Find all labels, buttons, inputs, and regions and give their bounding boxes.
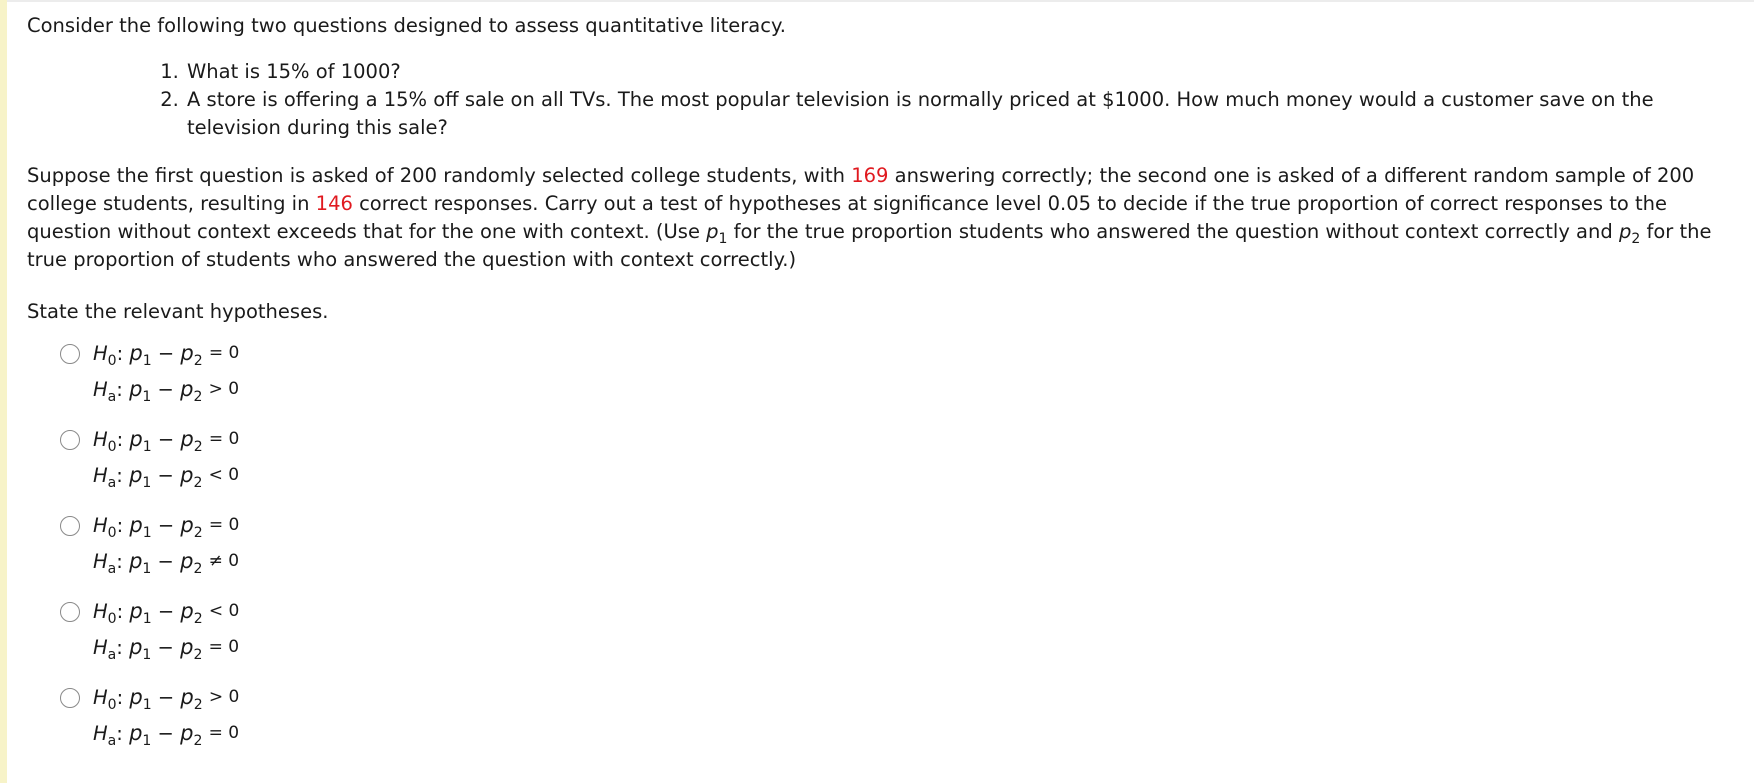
var-p: p <box>180 341 194 365</box>
correct-count-2: 146 <box>315 192 353 215</box>
null-hypothesis <box>93 596 239 632</box>
intro-text: Consider the following two questions designed to assess quantitative literacy. <box>27 14 786 37</box>
instruction-text: State the relevant hypotheses. <box>27 300 329 323</box>
scenario-part-5: for the true proportion of students who answered the question with context correctly.) <box>27 220 1712 271</box>
var-p: p <box>129 599 143 623</box>
colon: : <box>116 464 123 487</box>
minus-sign: − <box>157 464 174 487</box>
hypothesis-pair <box>93 682 239 754</box>
alt-relation: ≠ 0 <box>208 551 240 571</box>
var-sub-2: 2 <box>193 696 203 713</box>
hypothesis-option-5[interactable] <box>60 682 1737 768</box>
minus-sign: − <box>157 600 175 623</box>
minus-sign: − <box>157 378 174 401</box>
var-sub-1: 1 <box>142 388 152 405</box>
question-content <box>27 12 1737 768</box>
question-list <box>27 58 1737 142</box>
scenario-part-1: Suppose the first question is asked of 200 randomly selected college students, with <box>27 164 852 187</box>
minus-sign: − <box>157 722 174 745</box>
alternative-hypothesis <box>93 460 239 496</box>
colon: : <box>116 378 123 401</box>
var-sub-1: 1 <box>142 474 152 491</box>
hypothesis-option-2[interactable] <box>60 424 1737 510</box>
minus-sign: − <box>157 428 175 451</box>
var-sub-1: 1 <box>142 524 152 541</box>
h-symbol: H <box>93 464 108 487</box>
h-symbol: H <box>93 378 108 401</box>
h-subscript: a <box>107 474 117 491</box>
h-subscript: 0 <box>107 352 117 369</box>
hypothesis-option-1[interactable] <box>60 338 1737 424</box>
h-subscript: 0 <box>107 696 117 713</box>
top-divider <box>7 0 1754 2</box>
var-sub-2: 2 <box>193 438 203 455</box>
alt-relation: > 0 <box>208 379 240 399</box>
scenario-part-2: answering correctly; the second one is asked of a different random sample of 200 college students, resulting in <box>27 164 1695 215</box>
var-p: p <box>180 549 194 573</box>
var-p: p <box>129 427 143 451</box>
h-subscript: a <box>107 388 117 405</box>
var-p: p <box>129 635 143 659</box>
h-subscript: 0 <box>107 438 117 455</box>
var-p: p <box>180 427 194 451</box>
hypothesis-pair <box>93 596 239 668</box>
var-sub-2: 2 <box>193 732 203 749</box>
question-item-2: 2. A store is offering a 15% off sale on all TVs. The most popular television is normally priced at $1000. How much money would a customer save on the television during this sale? <box>185 86 1737 142</box>
minus-sign: − <box>157 342 175 365</box>
hypothesis-pair <box>93 424 239 496</box>
question-item-1: 1. What is 15% of 1000? <box>185 58 1737 86</box>
null-hypothesis <box>93 424 239 460</box>
h-subscript: a <box>107 560 117 577</box>
colon: : <box>116 722 123 745</box>
var-p: p <box>706 220 719 243</box>
var-sub-2: 2 <box>1631 230 1641 247</box>
var-p: p <box>180 463 194 487</box>
scenario-text <box>27 162 1737 274</box>
colon: : <box>116 550 123 573</box>
null-hypothesis <box>93 338 239 374</box>
var-sub-2: 2 <box>193 646 203 663</box>
var-p: p <box>180 721 194 745</box>
alternative-hypothesis <box>93 718 239 754</box>
h-symbol: H <box>93 550 108 573</box>
var-p: p <box>180 513 194 537</box>
var-sub-2: 2 <box>193 388 203 405</box>
var-p: p <box>129 549 143 573</box>
colon: : <box>116 636 123 659</box>
var-sub-1: 1 <box>142 732 152 749</box>
h-symbol: H <box>93 722 108 745</box>
minus-sign: − <box>157 686 175 709</box>
left-accent-bar <box>0 0 7 783</box>
var-sub-2: 2 <box>193 352 203 369</box>
var-p: p <box>180 377 194 401</box>
hypothesis-option-4[interactable] <box>60 596 1737 682</box>
h-symbol: H <box>93 514 108 537</box>
radio-button[interactable] <box>60 430 80 450</box>
h-subscript: 0 <box>107 524 117 541</box>
null-hypothesis <box>93 510 239 546</box>
h-symbol: H <box>93 342 108 365</box>
var-sub-1: 1 <box>142 610 152 627</box>
var-sub-1: 1 <box>142 696 152 713</box>
var-p: p <box>180 599 194 623</box>
var-p: p <box>129 463 143 487</box>
radio-button[interactable] <box>60 602 80 622</box>
minus-sign: − <box>157 636 174 659</box>
var-sub-1: 1 <box>142 352 152 369</box>
radio-button[interactable] <box>60 688 80 708</box>
colon: : <box>116 686 124 709</box>
var-p: p <box>180 635 194 659</box>
alt-relation: = 0 <box>208 637 240 657</box>
alternative-hypothesis <box>93 632 239 668</box>
radio-button[interactable] <box>60 516 80 536</box>
radio-button[interactable] <box>60 344 80 364</box>
var-sub-1: 1 <box>718 230 728 247</box>
var-sub-2: 2 <box>193 560 203 577</box>
var-sub-1: 1 <box>142 438 152 455</box>
var-sub-2: 2 <box>193 524 203 541</box>
null-hypothesis <box>93 682 239 718</box>
colon: : <box>116 342 124 365</box>
var-p: p <box>129 721 143 745</box>
scenario-part-4: for the true proportion students who answered the question without context correctly and <box>727 220 1619 243</box>
var-sub-2: 2 <box>193 610 203 627</box>
correct-count-1: 169 <box>851 164 889 187</box>
h-symbol: H <box>93 636 108 659</box>
hypothesis-option-3[interactable] <box>60 510 1737 596</box>
alternative-hypothesis <box>93 374 239 410</box>
colon: : <box>116 514 124 537</box>
h-subscript: 0 <box>107 610 117 627</box>
h-subscript: a <box>107 732 117 749</box>
null-relation: < 0 <box>208 601 240 621</box>
hypotheses-options <box>27 338 1737 768</box>
hypothesis-pair <box>93 510 239 582</box>
hypothesis-pair <box>93 338 239 410</box>
var-p: p <box>129 377 143 401</box>
h-subscript: a <box>107 646 117 663</box>
h-symbol: H <box>93 428 108 451</box>
null-relation: > 0 <box>208 687 240 707</box>
var-sub-1: 1 <box>142 560 152 577</box>
minus-sign: − <box>157 550 174 573</box>
var-p: p <box>1618 220 1632 243</box>
var-sub-1: 1 <box>142 646 152 663</box>
alt-relation: < 0 <box>208 465 240 485</box>
minus-sign: − <box>157 514 175 537</box>
null-relation: = 0 <box>208 515 240 535</box>
null-relation: = 0 <box>208 343 240 363</box>
null-relation: = 0 <box>208 429 240 449</box>
colon: : <box>116 428 124 451</box>
h-symbol: H <box>93 686 108 709</box>
var-sub-2: 2 <box>193 474 203 491</box>
var-p: p <box>129 685 143 709</box>
h-symbol: H <box>93 600 108 623</box>
alt-relation: = 0 <box>208 723 240 743</box>
scenario-part-3: correct responses. Carry out a test of hypotheses at significance level 0.05 to decide if the true proportion of correct responses to the question without context exceeds that for the one with context. (Use <box>27 192 1667 243</box>
alternative-hypothesis <box>93 546 239 582</box>
var-p: p <box>129 513 143 537</box>
var-p: p <box>180 685 194 709</box>
colon: : <box>116 600 124 623</box>
var-p: p <box>129 341 143 365</box>
